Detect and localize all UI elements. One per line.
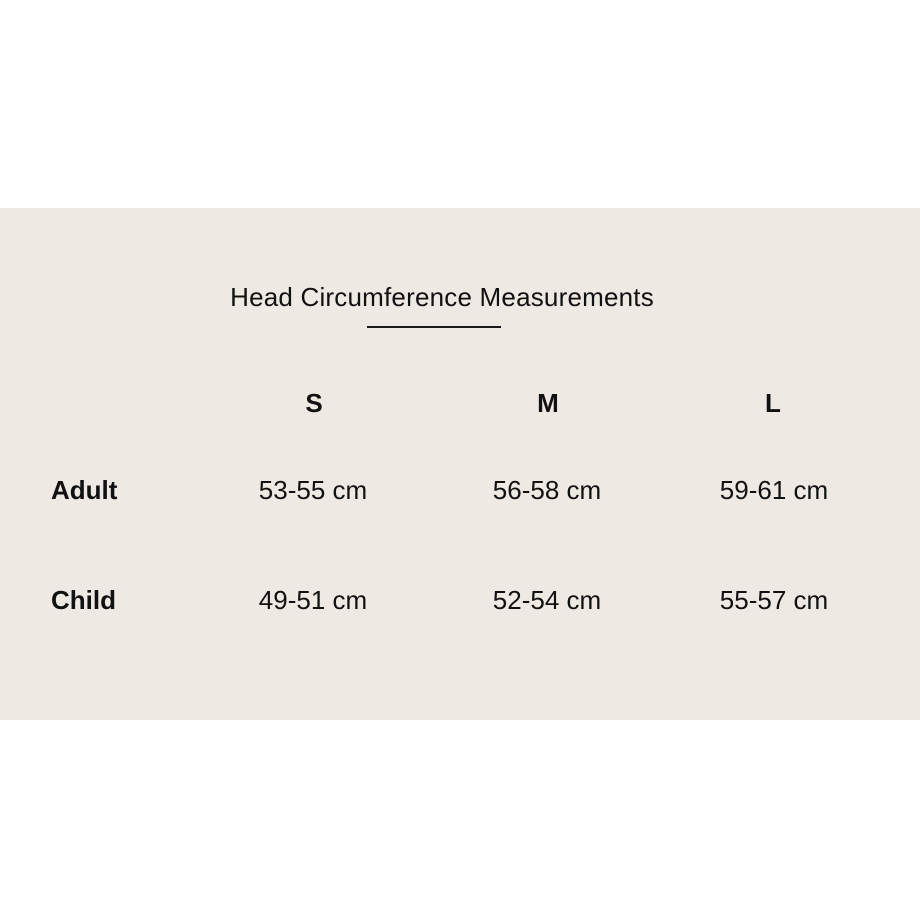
column-header-s: S <box>305 388 323 418</box>
column-header-l: L <box>765 388 781 418</box>
row-label-child: Child <box>51 585 116 615</box>
title-underline <box>367 326 501 328</box>
child-s-value: 49-51 cm <box>258 585 368 615</box>
child-m-value: 52-54 cm <box>492 585 602 615</box>
column-header-m: M <box>537 388 559 418</box>
adult-s-value: 53-55 cm <box>258 475 368 505</box>
row-label-adult: Adult <box>51 475 118 505</box>
adult-m-value: 56-58 cm <box>492 475 602 505</box>
adult-l-value: 59-61 cm <box>719 475 829 505</box>
size-chart-panel <box>0 208 920 720</box>
child-l-value: 55-57 cm <box>719 585 829 615</box>
chart-title: Head Circumference Measurements <box>230 282 654 312</box>
